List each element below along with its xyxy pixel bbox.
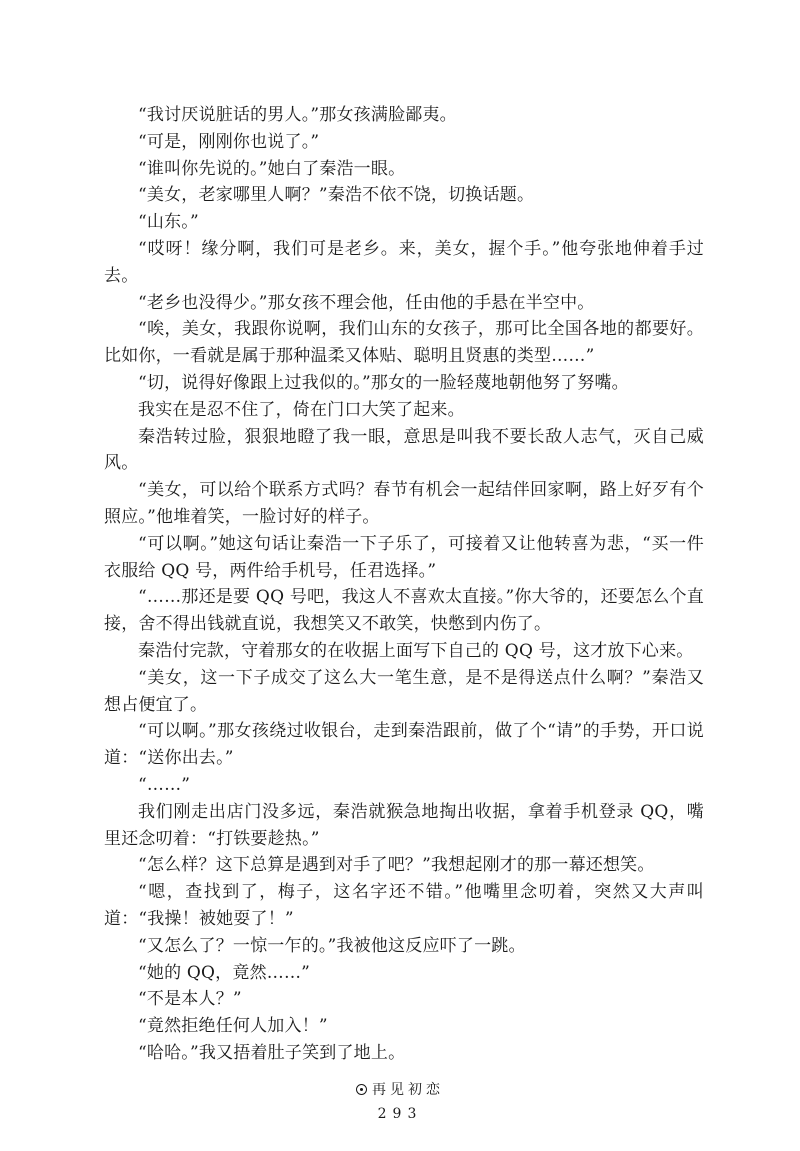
paragraph: 我实在是忍不住了，倚在门口大笑了起来。 xyxy=(138,399,465,420)
paragraph: 我们刚走出店门没多远，秦浩就猴急地掏出收据，拿着手机登录 QQ，嘴里还念叨着：“打铁要趁热。” xyxy=(104,801,704,849)
body-text xyxy=(104,102,704,1067)
paragraph: “老乡也没得少。”那女孩不理会他，任由他的手悬在半空中。 xyxy=(138,292,595,313)
paragraph: “唉，美女，我跟你说啊，我们山东的女孩子，那可比全国各地的都要好。比如你，一看就是属于那种温柔又体贴、聪明且贤惠的类型……” xyxy=(104,319,704,367)
paragraph: 秦浩转过脸，狠狠地瞪了我一眼，意思是叫我不要长敌人志气，灭自己威风。 xyxy=(104,426,704,474)
paragraph: “山东。” xyxy=(138,212,199,233)
paragraph: “美女，老家哪里人啊？”秦浩不依不饶，切换话题。 xyxy=(138,185,535,206)
paragraph: “竟然拒绝任何人加入！” xyxy=(138,1016,328,1037)
paragraph: 秦浩付完款，守着那女的在收据上面写下自己的 QQ 号，这才放下心来。 xyxy=(138,640,694,661)
running-footer xyxy=(0,1079,800,1099)
paragraph: “美女，这一下子成交了这么大一笔生意，是不是得送点什么啊？”秦浩又想占便宜了。 xyxy=(104,667,704,715)
paragraph: “……” xyxy=(138,774,191,795)
paragraph: “又怎么了？一惊一乍的。”我被他这反应吓了一跳。 xyxy=(138,935,526,956)
paragraph: “切，说得好像跟上过我似的。”那女的一脸轻蔑地朝他努了努嘴。 xyxy=(138,372,629,393)
page-number: 293 xyxy=(377,1106,423,1122)
paragraph: “谁叫你先说的。”她白了秦浩一眼。 xyxy=(138,158,406,179)
paragraph: “怎么样？这下总算是遇到对手了吧？”我想起刚才的那一幕还想笑。 xyxy=(138,855,655,876)
paragraph: “可是，刚刚你也说了。” xyxy=(138,131,320,152)
paragraph: “不是本人？” xyxy=(138,989,242,1010)
paragraph: “美女，可以给个联系方式吗？春节有机会一起结伴回家啊，路上好歹有个照应。”他堆着笑，一脸讨好的样子。 xyxy=(104,480,704,527)
paragraph: “哈哈。”我又捂着肚子笑到了地上。 xyxy=(138,1042,406,1063)
flower-ornament-icon xyxy=(356,1084,367,1095)
paragraph: “她的 QQ，竟然……” xyxy=(138,962,311,983)
paragraph: “我讨厌说脏话的男人。”那女孩满脸鄙夷。 xyxy=(138,105,457,125)
paragraph: “可以啊。”那女孩绕过收银台，走到秦浩跟前，做了个“请”的手势，开口说道：“送你出去。” xyxy=(104,721,704,769)
paragraph: “哎呀！缘分啊，我们可是老乡。来，美女，握个手。”他夸张地伸着手过去。 xyxy=(104,238,704,286)
paragraph: “……那还是要 QQ 号吧，我这人不喜欢太直接。”你大爷的，还要怎么个直接，舍不得出钱就直说，我想笑又不敢笑，快憋到内伤了。 xyxy=(104,587,704,635)
book-title: 再见初恋 xyxy=(372,1082,444,1098)
paragraph: “可以啊。”她这句话让秦浩一下子乐了，可接着又让他转喜为悲，“买一件衣服给 QQ 号，两件给手机号，任君选择。” xyxy=(104,533,704,581)
paragraph: “嗯，查找到了，梅子，这名字还不错。”他嘴里念叨着，突然又大声叫道：“我操！被她耍了！” xyxy=(104,882,704,929)
